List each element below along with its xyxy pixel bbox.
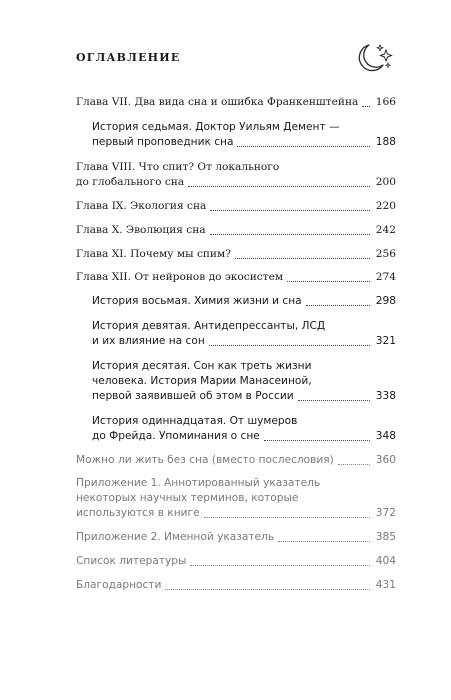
toc-entry-title-line: используются в книге <box>76 507 200 519</box>
toc-entry-title-line: Можно ли жить без сна (вместо послесловия) <box>76 454 334 466</box>
toc-page-number: 256 <box>375 248 396 260</box>
toc-page-number: 166 <box>375 96 396 108</box>
dot-leader <box>338 463 370 465</box>
dot-leader <box>210 209 370 211</box>
dot-leader <box>237 145 370 147</box>
dot-leader <box>210 233 370 235</box>
toc-entry <box>92 319 396 349</box>
toc-entry-title-line: первой заявившей об этом в России <box>92 390 294 402</box>
toc-page-number: 372 <box>375 507 396 519</box>
toc-entry-title-line: Глава VIII. Что спит? От локального <box>76 161 280 173</box>
toc-entry-title-line: Глава X. Эволюция сна <box>76 224 206 236</box>
toc-entry <box>76 199 396 214</box>
toc-entry <box>76 95 396 110</box>
toc-heading: ОГЛАВЛЕНИЕ <box>76 51 181 64</box>
dot-leader <box>298 399 370 401</box>
toc-page-number: 348 <box>375 430 396 442</box>
toc-page-number: 385 <box>375 531 396 543</box>
toc-entry-title-line: человека. История Марии Манасеиной, <box>92 375 312 387</box>
toc-page-number: 188 <box>375 136 396 148</box>
toc-entry-title-line: до Фрейда. Упоминания о сне <box>92 430 260 442</box>
toc-entry-title-line: Приложение 1. Аннотированный указатель <box>76 477 321 489</box>
toc-entry <box>76 223 396 238</box>
dot-leader <box>264 439 370 441</box>
toc-entry <box>92 414 396 444</box>
toc-page-number: 338 <box>375 390 396 402</box>
toc-entry <box>76 160 396 190</box>
toc-entry-title-line: История восьмая. Химия жизни и сна <box>92 295 302 307</box>
toc-entry-title-line: до глобального сна <box>76 176 185 188</box>
toc-entry-title-line: некоторых научных терминов, которые <box>76 492 299 504</box>
toc-entry-title-line: Глава IX. Экология сна <box>76 200 207 212</box>
toc-entry <box>76 578 396 593</box>
dot-leader <box>278 540 370 542</box>
toc-entry <box>76 247 396 262</box>
toc-entry-title-line: Глава VII. Два вида сна и ошибка Франкенштейна <box>76 96 359 108</box>
toc-entry <box>92 120 396 150</box>
toc-entry-title-line: и их влияние на сон <box>92 335 205 347</box>
dot-leader <box>306 304 370 306</box>
toc-page-number: 220 <box>375 200 396 212</box>
toc-entry-title-line: История одиннадцатая. От шумеров <box>92 415 298 427</box>
toc-entry-title-line: Благодарности <box>76 579 162 591</box>
moon-stars-icon <box>353 41 395 75</box>
toc-page-number: 200 <box>375 176 396 188</box>
toc-page-number: 298 <box>375 295 396 307</box>
toc-entry-title-line: История десятая. Сон как треть жизни <box>92 360 312 372</box>
dot-leader <box>362 105 370 107</box>
dot-leader <box>209 344 370 346</box>
toc-page-number: 360 <box>375 454 396 466</box>
toc-entry-title-line: Приложение 2. Именной указатель <box>76 531 275 543</box>
toc-entry-title-line: История девятая. Антидепрессанты, ЛСД <box>92 320 326 332</box>
toc-entry <box>92 359 396 404</box>
toc-entry <box>92 294 396 309</box>
dot-leader <box>235 257 370 259</box>
table-of-contents <box>76 95 396 593</box>
toc-entry <box>76 530 396 545</box>
toc-entry-title-line: История седьмая. Доктор Уильям Демент — <box>92 121 340 133</box>
toc-page-number: 431 <box>375 579 396 591</box>
toc-page-number: 242 <box>375 224 396 236</box>
toc-entry <box>76 453 396 468</box>
toc-entry-title-line: первый проповедник сна <box>92 136 234 148</box>
toc-entry-title-line: Глава XII. От нейронов до экосистем <box>76 271 284 283</box>
toc-page-number: 321 <box>375 335 396 347</box>
dot-leader <box>204 516 370 518</box>
toc-entry <box>76 270 396 285</box>
dot-leader <box>188 185 370 187</box>
toc-entry <box>76 554 396 569</box>
dot-leader <box>165 588 370 590</box>
toc-page-number: 274 <box>375 271 396 283</box>
toc-entry <box>76 476 396 521</box>
toc-entry-title-line: Глава XI. Почему мы спим? <box>76 248 231 260</box>
dot-leader <box>190 564 370 566</box>
toc-entry-title-line: Список литературы <box>76 555 187 567</box>
toc-page-number: 404 <box>375 555 396 567</box>
dot-leader <box>287 280 370 282</box>
